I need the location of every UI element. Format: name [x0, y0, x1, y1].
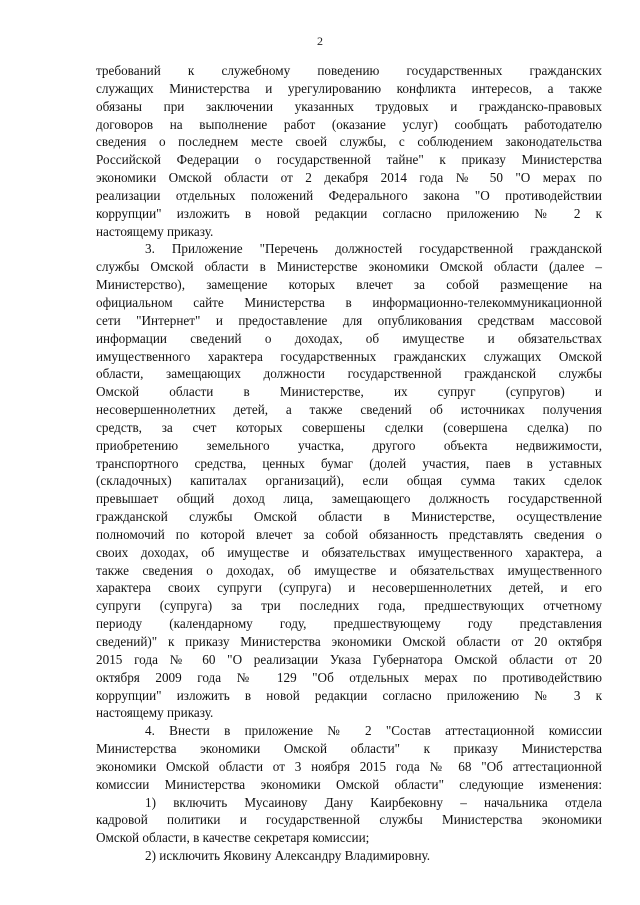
text-line: договоров на выполнение работ (оказание услуг) сообщать работодателю [96, 116, 602, 132]
text-line: имущественного характера государственных гражданских служащих Омской [96, 348, 602, 364]
text-line: сети "Интернет" и предоставление для опубликования средствам массовой [96, 312, 602, 328]
text-line: сведений)" к приказу Министерства экономики Омской области от 20 октября [96, 634, 602, 649]
text-line: коррупции" изложить в новой редакции согласно приложению № 3 к [96, 687, 602, 703]
text-line: также сведения о доходах, об имуществе и обязательствах имущественного [96, 562, 602, 578]
text-line: приобретению земельного участка, другого объекта недвижимости, [96, 437, 602, 453]
text-line: Министерства экономики Омской области" к приказу Министерства [96, 741, 602, 757]
text-line: 2015 года № 60 "О реализации Указа Губернатора Омской области от 20 [96, 651, 602, 667]
text-line: супруги (супруга) за три последних года, предшествующих отчетному [96, 598, 602, 614]
text-line: информации сведений о доходах, об имуществе и обязательствах [96, 330, 602, 346]
text-line: транспортного средства, ценных бумаг (долей участия, паев в уставных [96, 455, 602, 471]
list-item-1-start: 1) включить Мусаинову Дану Каирбековну – начальника отдела [145, 794, 602, 810]
text-line: обязаны при заключении указанных трудовых и гражданско-правовых [96, 98, 602, 114]
text-line: несовершеннолетних детей, а также сведений об источниках получения [96, 402, 602, 418]
text-line: служащих Министерства и урегулированию конфликта интересов, а также [96, 80, 602, 96]
paragraph-4-start: 4. Внести в приложение № 2 "Состав аттестационной комиссии [145, 723, 602, 739]
text-line: реализации отдельных положений Федерального закона "О противодействии [96, 187, 602, 203]
text-line: Российской Федерации о государственной тайне" к приказу Министерства [96, 152, 602, 168]
text-line: Омской области в Министерстве, их супруг (супругов) и [96, 384, 602, 400]
text-line: настоящему приказу. [96, 223, 214, 239]
text-line: средств, за счет которых совершены сделки (совершена сделка) по [96, 419, 602, 435]
text-line: характера своих супруги (супруга) и несовершеннолетних детей, и его [96, 580, 602, 596]
text-line: настоящему приказу. [96, 705, 214, 721]
text-line: комиссии Министерства экономики Омской области" следующие изменения: [96, 776, 602, 792]
text-line: службы Омской области в Министерстве экономики Омской области (далее – [96, 259, 602, 275]
text-line: превышает общий доход лица, замещающего должность государственной [96, 491, 602, 507]
text-line: периоду (календарному году, предшествующему году представления [96, 616, 602, 632]
paragraph-3-start: 3. Приложение "Перечень должностей государственной гражданской [145, 241, 602, 257]
text-line: кадровой политики и государственной службы Министерства экономики [96, 812, 602, 828]
text-line: коррупции" изложить в новой редакции согласно приложению № 2 к [96, 205, 602, 221]
text-line: (складочных) капиталах организаций), если общая сумма таких сделок [96, 473, 602, 489]
text-line: своих доходах, об имуществе и обязательствах имущественного характера, а [96, 544, 602, 560]
text-line: полномочий по которой влечет за собой обязанность представлять сведения о [96, 526, 602, 542]
page-number: 2 [317, 34, 323, 48]
text-line: экономики Омской области от 2 декабря 2014 года № 50 "О мерах по [96, 170, 602, 186]
text-line: сведения о последнем месте своей службы, с соблюдением законодательства [96, 134, 602, 150]
text-line: Министерство), замещение которых влечет за собой размещение на [96, 277, 602, 293]
list-item-2: 2) исключить Яковину Александру Владимировну. [145, 848, 431, 864]
text-line: экономики Омской области от 3 ноября 2015 года № 68 "Об аттестационной [96, 758, 602, 774]
document-body [96, 62, 602, 865]
text-line: гражданской службы Омской области в Министерстве, осуществление [96, 509, 602, 525]
text-line: области, замещающих должности государственной гражданской службы [96, 366, 602, 382]
text-line: официальном сайте Министерства в информационно-телекоммуникационной [96, 294, 602, 310]
text-line: требований к служебному поведению государственных гражданских [96, 63, 602, 78]
text-line: октября 2009 года № 129 "Об отдельных мерах по противодействию [96, 669, 602, 685]
text-line: Омской области, в качестве секретаря комиссии; [96, 830, 370, 846]
